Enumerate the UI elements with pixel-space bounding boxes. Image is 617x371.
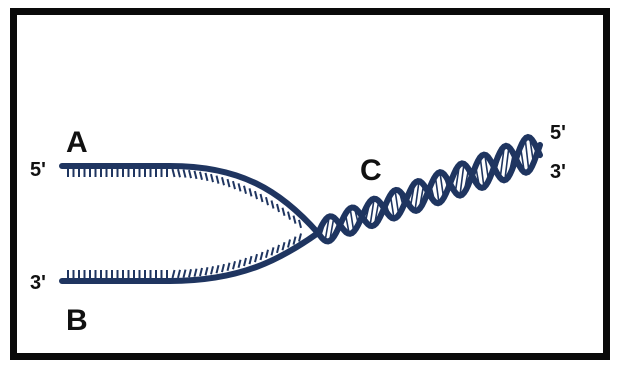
base-tick: [266, 250, 268, 258]
base-tick: [200, 172, 202, 180]
base-tick: [272, 201, 274, 209]
base-tick: [195, 171, 197, 179]
base-tick: [299, 234, 301, 242]
base-tick: [217, 176, 219, 184]
base-tick: [299, 220, 301, 228]
strand-b-label: B: [66, 304, 88, 337]
base-tick: [195, 269, 197, 277]
base-tick: [261, 194, 263, 202]
base-tick: [228, 263, 230, 271]
helix-label: C: [360, 154, 382, 187]
base-tick: [178, 270, 180, 278]
base-tick: [184, 270, 186, 278]
strand-a-5prime-label: 5': [30, 159, 46, 181]
base-tick: [294, 216, 296, 224]
base-tick: [211, 174, 213, 182]
base-tick: [173, 169, 175, 177]
base-tick: [189, 170, 191, 178]
base-tick: [239, 183, 241, 191]
strand-a-label: A: [66, 126, 88, 159]
base-tick: [244, 186, 246, 194]
base-tick: [266, 197, 268, 205]
strand-b: [62, 233, 318, 281]
base-tick: [244, 258, 246, 266]
base-tick: [211, 266, 213, 274]
base-tick: [222, 177, 224, 185]
base-tick: [283, 208, 285, 216]
base-tick: [283, 242, 285, 250]
base-tick: [261, 252, 263, 260]
base-tick: [233, 181, 235, 189]
strand-a: [62, 166, 318, 233]
base-tick: [173, 270, 175, 278]
base-tick: [277, 204, 279, 212]
base-tick: [277, 245, 279, 253]
base-tick: [206, 173, 208, 181]
base-tick: [178, 169, 180, 177]
base-tick: [294, 237, 296, 245]
strand-b-bases: [68, 234, 301, 278]
strand-a-bases: [68, 169, 301, 228]
base-tick: [222, 264, 224, 272]
base-tick: [200, 268, 202, 276]
base-tick: [255, 191, 257, 199]
helix-5prime-label: 5': [550, 122, 566, 144]
base-tick: [250, 188, 252, 196]
base-tick: [217, 265, 219, 273]
base-tick: [288, 239, 290, 247]
helix-3prime-label: 3': [550, 161, 566, 183]
base-tick: [189, 269, 191, 277]
base-tick: [272, 247, 274, 255]
base-tick: [184, 170, 186, 178]
base-tick: [250, 256, 252, 264]
base-tick: [233, 261, 235, 269]
base-tick: [239, 260, 241, 268]
strand-b-3prime-label: 3': [30, 272, 46, 294]
base-tick: [255, 254, 257, 262]
double-helix: [318, 137, 540, 241]
base-tick: [228, 179, 230, 187]
base-tick: [206, 267, 208, 275]
base-tick: [288, 212, 290, 220]
